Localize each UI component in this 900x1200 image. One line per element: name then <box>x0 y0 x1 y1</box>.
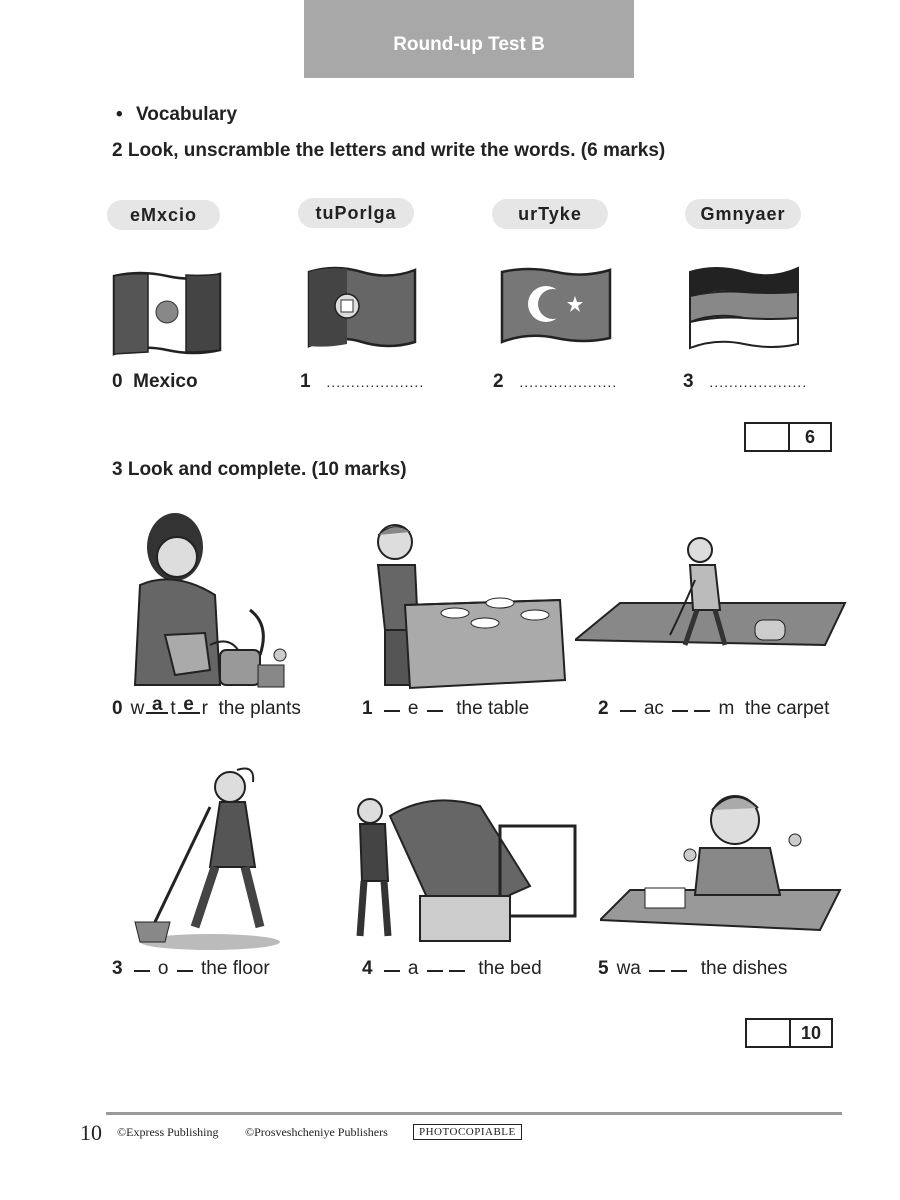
exercise-3[interactable]: 3 o the floor <box>112 958 270 979</box>
answer-2[interactable]: 2 .................... <box>493 371 618 392</box>
bullet: • <box>116 104 123 125</box>
mexico-flag-image <box>110 268 225 360</box>
answer-1[interactable]: 1 .................... <box>300 371 425 392</box>
score-total: 10 <box>800 1023 822 1043</box>
answer-0: 0 Mexico <box>112 371 198 392</box>
boy-vacuuming-carpet-image <box>575 535 855 660</box>
girl-making-bed-image <box>350 796 580 946</box>
scramble-word-2: urTyke <box>492 199 608 229</box>
answer-3[interactable]: 3 .................... <box>683 371 808 392</box>
exercise-0: 0 w a t e r the plants <box>112 694 301 719</box>
exercise-2[interactable]: 2 ac m the carpet <box>598 698 830 719</box>
score-box-task3 <box>745 1018 833 1048</box>
exercise-1[interactable]: 1 e the table <box>362 698 530 719</box>
publisher-credit-2: ©Prosveshcheniye Publishers <box>245 1125 388 1139</box>
publisher-credit-1: ©Express Publishing <box>117 1125 219 1139</box>
photocopiable-badge: PHOTOCOPIABLE <box>413 1124 522 1140</box>
girl-watering-plants-image <box>120 505 290 690</box>
task2-instruction: 2 Look, unscramble the letters and write the words. (6 marks) <box>112 140 666 161</box>
page-number: 10 <box>80 1120 102 1145</box>
section-title: Vocabulary <box>136 104 238 125</box>
score-total: 6 <box>804 427 815 447</box>
exercise-4[interactable]: 4 a the bed <box>362 958 542 979</box>
task3-instruction: 3 Look and complete. (10 marks) <box>112 459 407 480</box>
scramble-word-1: tuPorlga <box>298 198 414 228</box>
girl-mopping-floor-image <box>115 762 290 952</box>
header-bar <box>304 0 634 78</box>
scramble-word-0: eMxcio <box>107 200 220 230</box>
exercise-5[interactable]: 5 wa the dishes <box>598 958 788 979</box>
portugal-flag-image <box>305 262 420 354</box>
boy-setting-table-image <box>370 520 570 690</box>
score-box-task2 <box>744 422 832 452</box>
turkey-flag-image <box>498 264 616 348</box>
boy-washing-dishes-image <box>600 780 845 945</box>
test-title: Round-up Test B <box>393 34 545 55</box>
scramble-word-3: Gmnyaer <box>685 199 801 229</box>
germany-flag-image <box>686 262 804 354</box>
footer-divider <box>106 1112 842 1115</box>
